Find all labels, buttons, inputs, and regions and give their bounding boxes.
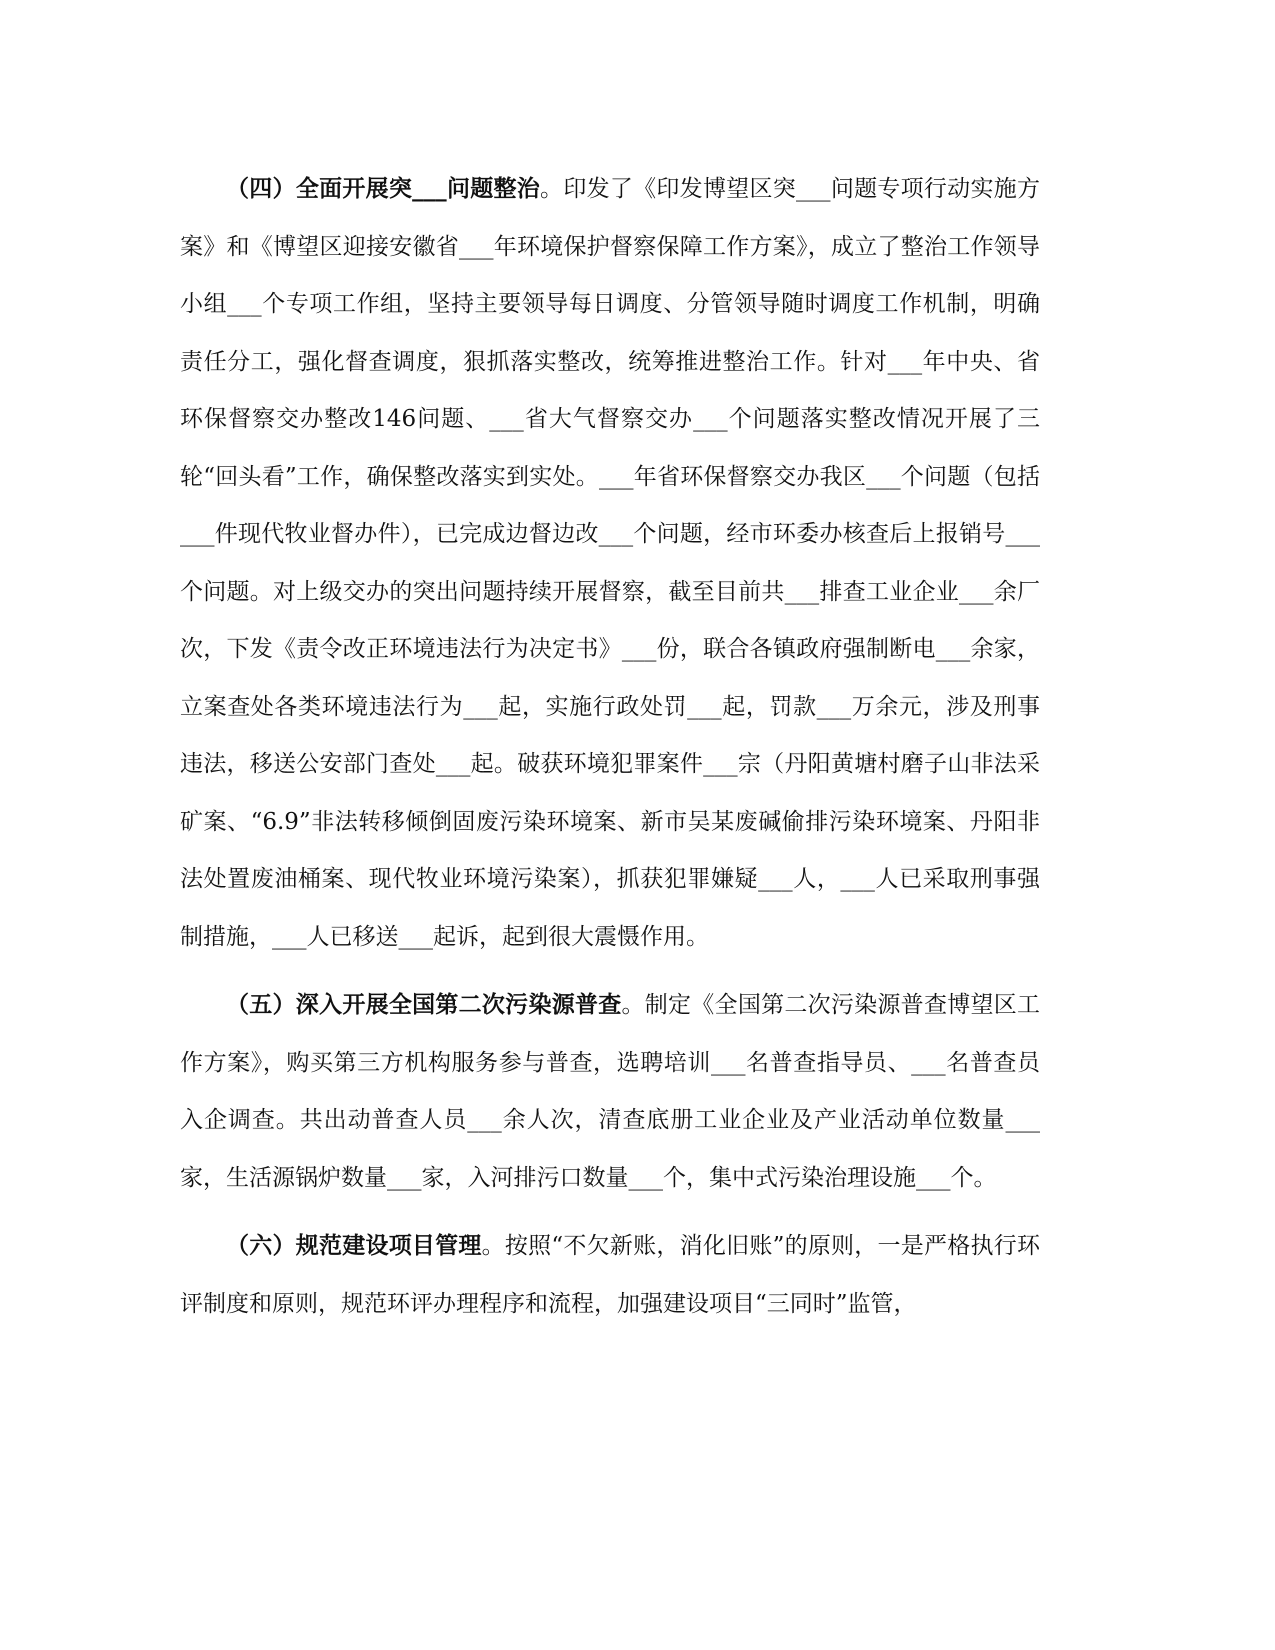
document-page — [180, 160, 1040, 1343]
section-heading: （四）全面开展突___问题整治 — [226, 175, 541, 202]
section-body: 。印发了《印发博望区突___问题专项行动实施方案》和《博望区迎接安徽省___年环境保护督察保障工作方案》，成立了整治工作领导小组___个专项工作组，坚持主要领导每日调度、分管领导随时调度工作机制，明确责任分工，强化督查调度，狠抓落实整改，统筹推进整治工作。针对___年中央、省环保督察交办整改146问题、___省大气督察交办___个问题落实整改情况开展了三轮“回头看”工作，确保整改落实到实处。___年省环保督察交办我区___个问题（包括___件现代牧业督办件），已完成边督边改___个问题，经市环委办核查后上报销号___个问题。对上级交办的突出问题持续开展督察，截至目前共___排查工业企业___余厂次，下发《责令改正环境违法行为决定书》___份，联合各镇政府强制断电___余家，立案查处各类环境违法行为___起，实施行政处罚___起，罚款___万余元，涉及刑事违法，移送公安部门查处___起。破获环境犯罪案件___宗（丹阳黄塘村磨子山非法采矿案、“6.9”非法转移倾倒固废污染环境案、新市吴某废碱偷排污染环境案、丹阳非法处置废油桶案、现代牧业环境污染案），抓获犯罪嫌疑___人，___人已采取刑事强制措施，___人已移送___起诉，起到很大震慑作用。 — [180, 176, 1041, 950]
paragraph-section-6 — [180, 1217, 1040, 1333]
section-heading: （六）规范建设项目管理 — [226, 1232, 482, 1259]
section-body: 。按照“不欠新账，消化旧账”的原则，一是严格执行环评制度和原则，规范环评办理程序和流程，加强建设项目“三同时”监管， — [180, 1233, 1040, 1317]
section-body: 。制定《全国第二次污染源普查博望区工作方案》，购买第三方机构服务参与普查，选聘培训___名普查指导员、___名普查员入企调查。共出动普查人员___余人次，清查底册工业企业及产业活动单位数量___家，生活源锅炉数量___家，入河排污口数量___个，集中式污染治理设施___个。 — [180, 992, 1041, 1191]
paragraph-section-4 — [180, 160, 1040, 966]
section-heading: （五）深入开展全国第二次污染源普查 — [226, 991, 622, 1018]
paragraph-section-5 — [180, 976, 1040, 1207]
